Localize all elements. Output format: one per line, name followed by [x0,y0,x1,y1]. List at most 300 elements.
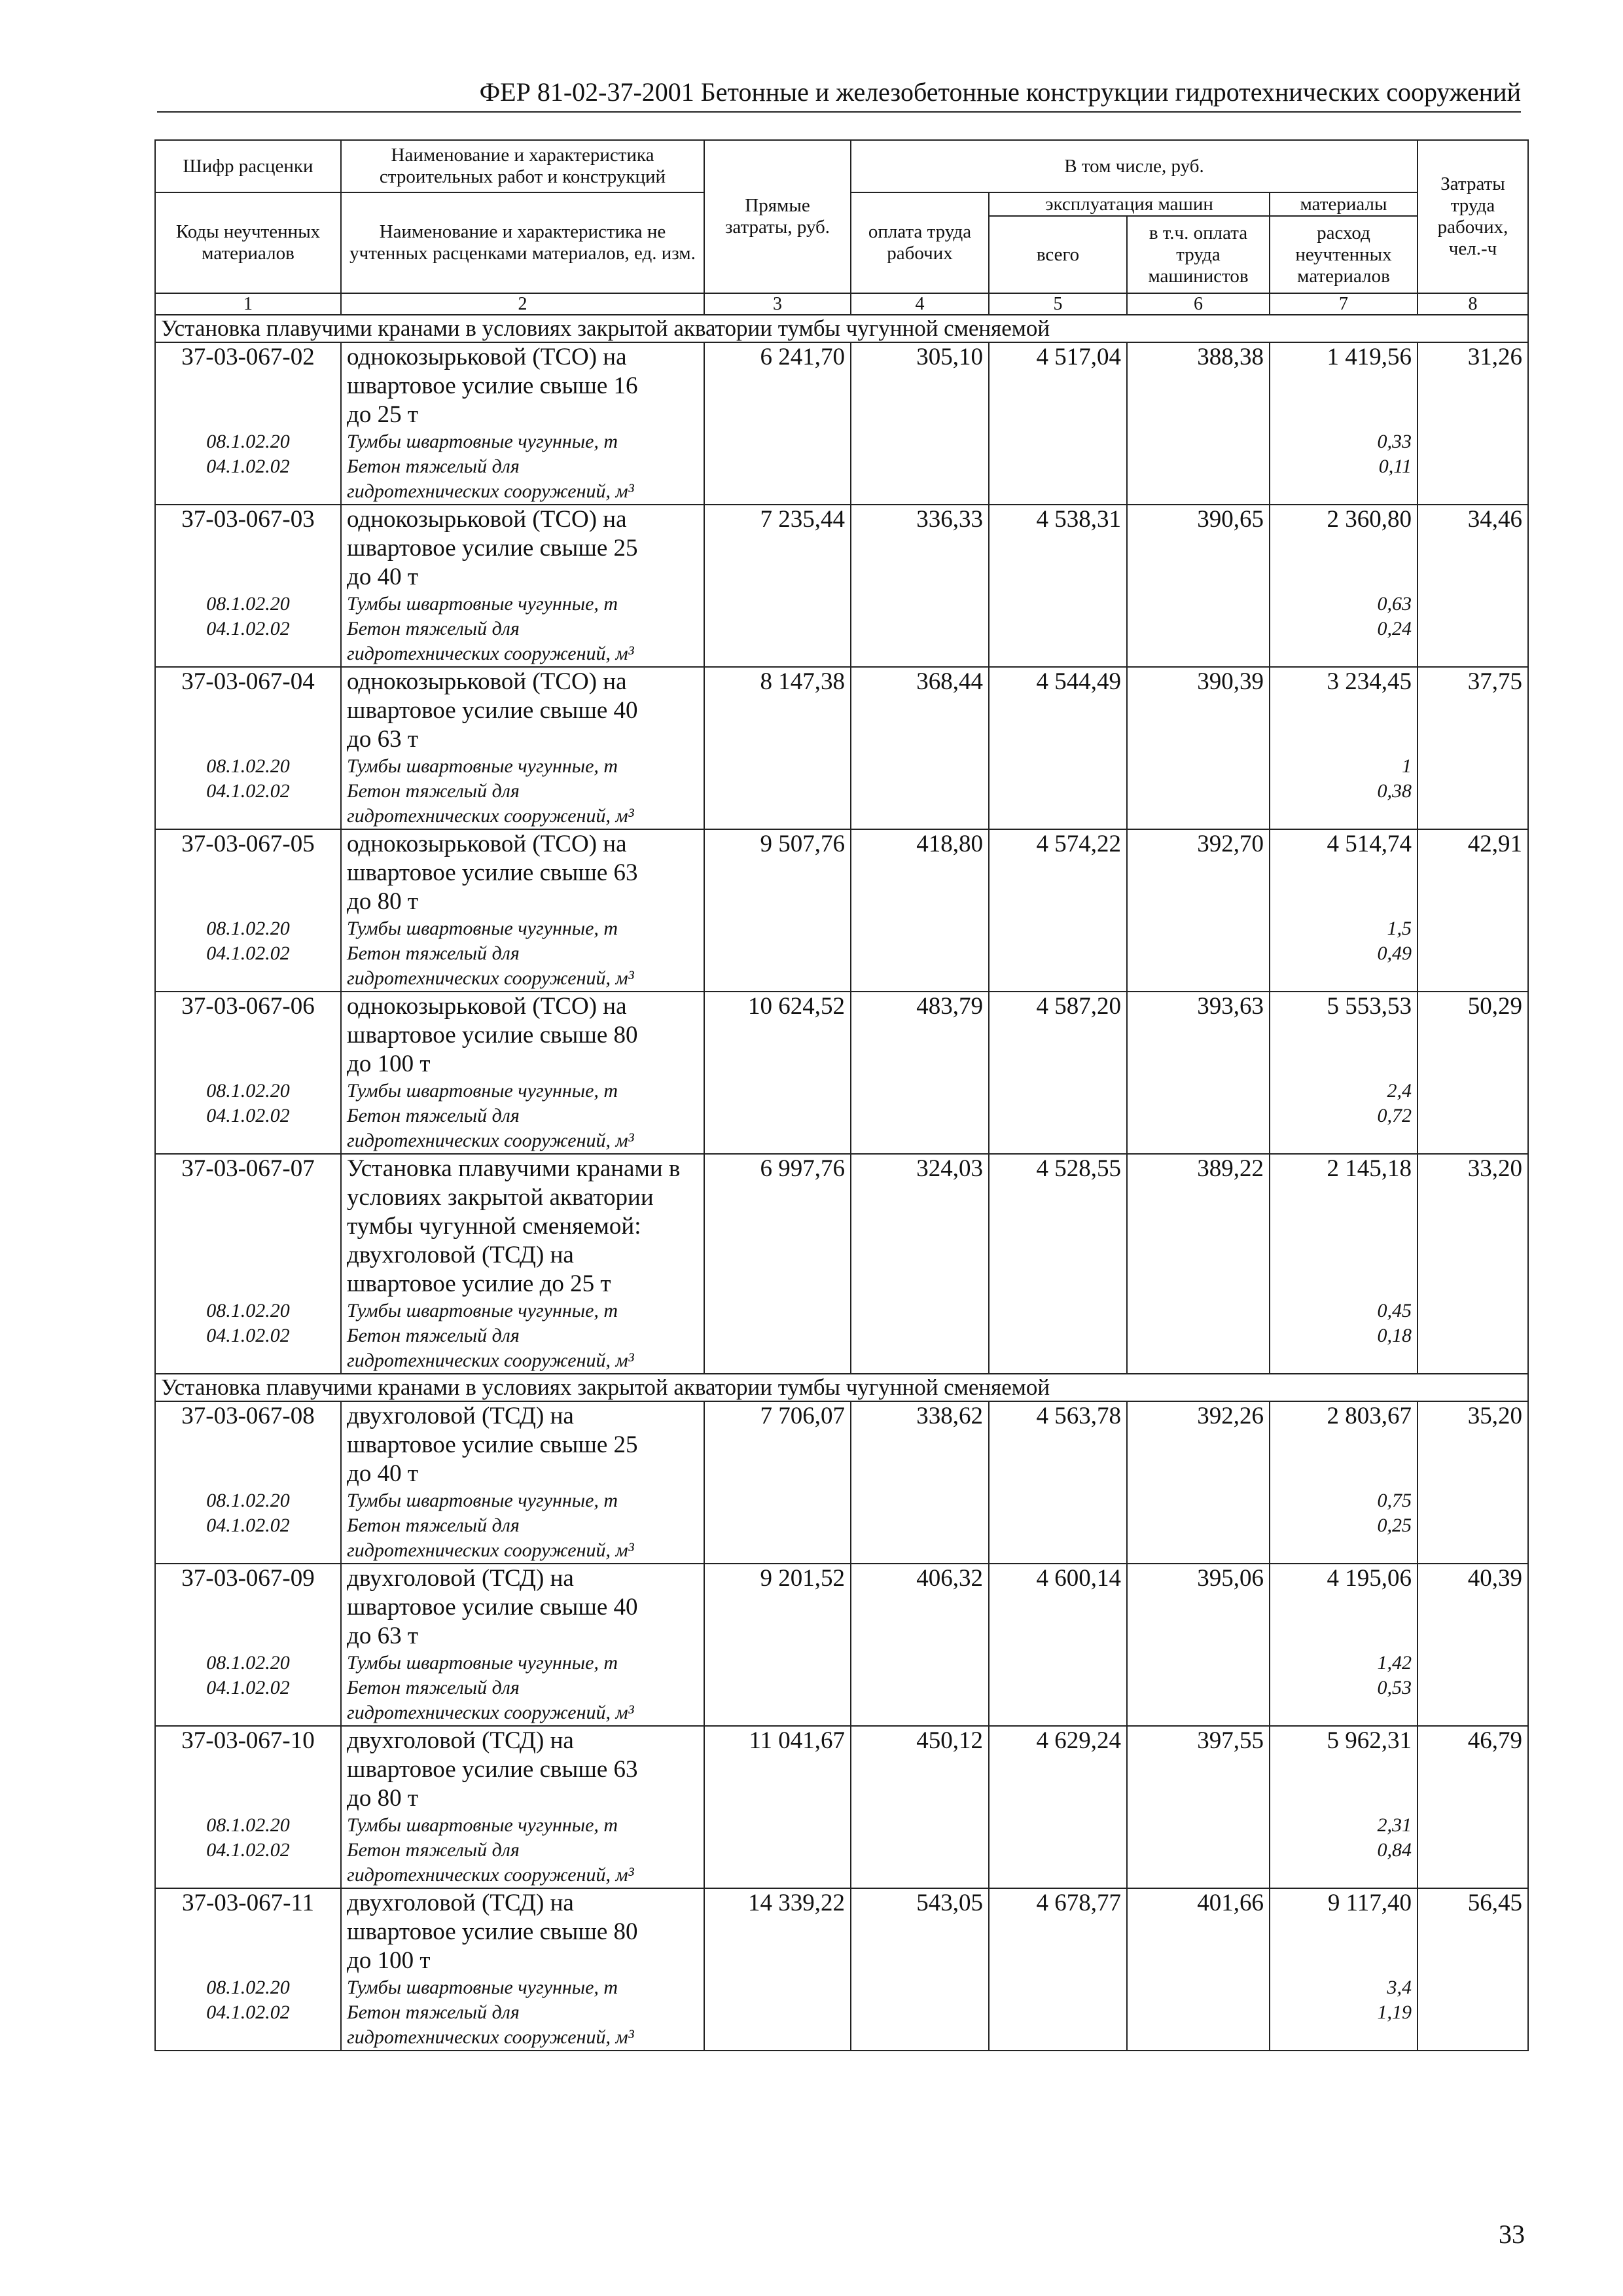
materials-cell [1270,1154,1418,1374]
rate-description-line: двухголовой (ТСД) на [347,1403,574,1429]
material-code: 04.1.02.02 [206,1839,290,1861]
material-quantity [1275,966,1412,991]
spacer [1275,696,1412,725]
spacer [1275,534,1412,563]
rate-description-cell [341,1564,704,1726]
rate-description-line: швартовое усилие свыше 40 [347,1594,638,1621]
material-name: гидротехнических сооружений, м³ [347,1130,634,1151]
rate-row [155,1401,1528,1564]
spacer [1275,1593,1412,1622]
material-code: 04.1.02.02 [206,942,290,964]
column-number: 4 [851,293,989,315]
material-code [161,804,335,829]
rate-code-cell [155,1154,341,1374]
material-quantity [1275,1538,1412,1563]
material-code [161,1863,335,1888]
material-name: Тумбы швартовные чугунные, т [347,1300,618,1321]
spacer [1275,1270,1412,1299]
material-name: Бетон тяжелый для [347,1515,520,1536]
materials-cost: 4 514,74 [1327,831,1412,857]
material-quantity: 0,84 [1377,1839,1412,1861]
spacer [161,1241,335,1270]
direct-cost: 6 997,76 [704,1154,851,1374]
spacer [1275,372,1412,401]
column-number: 7 [1270,293,1418,315]
rate-description-cell [341,992,704,1154]
rate-code: 37-03-067-07 [181,1155,315,1182]
running-header: ФЕР 81-02-37-2001 Бетонные и железобетонные конструкции гидротехнических сооружений [157,73,1521,113]
labor-hours: 34,46 [1418,505,1528,667]
material-name: гидротехнических сооружений, м³ [347,480,634,502]
material-quantity [1275,1863,1412,1888]
machines-total: 4 528,55 [989,1154,1127,1374]
rate-description-cell [341,829,704,992]
material-quantity [1275,641,1412,666]
material-code: 04.1.02.02 [206,1515,290,1536]
material-name: гидротехнических сооружений, м³ [347,643,634,664]
rate-row [155,1154,1528,1374]
spacer [161,1270,335,1299]
rate-row [155,1888,1528,2051]
material-code [161,641,335,666]
machinist-pay: 389,22 [1127,1154,1270,1374]
material-name: Тумбы швартовные чугунные, т [347,1652,618,1674]
rate-row [155,1564,1528,1726]
material-quantity: 0,63 [1377,593,1412,615]
material-code: 08.1.02.20 [206,918,290,939]
labor-pay: 543,05 [851,1888,989,2051]
material-quantity: 1 [1402,755,1412,777]
material-quantity [1275,479,1412,504]
column-number: 3 [704,293,851,315]
material-quantity: 1,5 [1387,918,1412,939]
machines-total: 4 678,77 [989,1888,1127,2051]
material-code: 08.1.02.20 [206,1300,290,1321]
machinist-pay: 395,06 [1127,1564,1270,1726]
rate-description-cell [341,1726,704,1888]
column-number: 2 [341,293,704,315]
materials-cell [1270,1726,1418,1888]
material-name: Бетон тяжелый для [347,618,520,639]
rate-description-line: однокозырьковой (ТСО) на [347,344,627,370]
rate-code: 37-03-067-08 [181,1403,315,1429]
material-name: Тумбы швартовные чугунные, т [347,593,618,615]
labor-pay: 324,03 [851,1154,989,1374]
spacer [161,1212,335,1241]
material-quantity: 1,19 [1377,2001,1412,2023]
labor-hours: 37,75 [1418,667,1528,829]
machinist-pay: 393,63 [1127,992,1270,1154]
machinist-pay: 388,38 [1127,342,1270,505]
rate-description-line: до 100 т [347,1050,431,1077]
rate-description-line: швартовое усилие свыше 25 [347,535,638,562]
labor-pay: 336,33 [851,505,989,667]
material-code: 08.1.02.20 [206,1977,290,1998]
machines-total: 4 538,31 [989,505,1127,667]
material-code [161,1538,335,1563]
material-quantity: 0,45 [1377,1300,1412,1321]
labor-pay: 450,12 [851,1726,989,1888]
rate-description-line: тумбы чугунной сменяемой: [347,1213,641,1240]
rate-code-cell [155,667,341,829]
material-name: Бетон тяжелый для [347,942,520,964]
rate-code: 37-03-067-09 [181,1565,315,1592]
header-including: В том числе, руб. [851,140,1418,192]
rate-description-line: однокозырьковой (ТСО) на [347,831,627,857]
spacer [161,1755,335,1784]
material-code [161,2025,335,2050]
direct-cost: 6 241,70 [704,342,851,505]
material-name: Бетон тяжелый для [347,780,520,802]
material-name: гидротехнических сооружений, м³ [347,2026,634,2048]
header-machinist-pay: в т.ч. оплата труда машинистов [1127,216,1270,293]
rate-description-line: двухголовой (ТСД) на [347,1727,574,1754]
spacer [1275,1050,1412,1079]
material-quantity: 0,38 [1377,780,1412,802]
rate-code-cell [155,1726,341,1888]
rate-description-line: до 100 т [347,1947,431,1974]
material-quantity: 3,4 [1387,1977,1412,1998]
page-number: 33 [1499,2219,1525,2249]
rate-description-line: до 63 т [347,726,418,753]
rate-code: 37-03-067-04 [181,668,315,695]
rate-description-line: швартовое усилие свыше 63 [347,1756,638,1783]
rate-code-cell [155,1401,341,1564]
spacer [161,1050,335,1079]
labor-pay: 368,44 [851,667,989,829]
material-name: гидротехнических сооружений, м³ [347,1702,634,1723]
section-title-row [155,1374,1528,1401]
rate-code: 37-03-067-03 [181,506,315,533]
spacer [161,401,335,429]
rate-description-cell [341,505,704,667]
rate-row [155,667,1528,829]
material-quantity [1275,804,1412,829]
spacer [1275,888,1412,916]
rate-code: 37-03-067-10 [181,1727,315,1754]
material-quantity: 2,31 [1377,1814,1412,1836]
material-name: гидротехнических сооружений, м³ [347,967,634,989]
direct-cost: 14 339,22 [704,1888,851,2051]
spacer [1275,1918,1412,1946]
spacer [1275,1460,1412,1488]
material-name: гидротехнических сооружений, м³ [347,1539,634,1561]
machinist-pay: 390,65 [1127,505,1270,667]
material-quantity: 0,53 [1377,1677,1412,1698]
labor-hours: 35,20 [1418,1401,1528,1564]
rate-description-line: швартовое усилие до 25 т [347,1270,611,1297]
spacer [1275,1622,1412,1651]
spacer [161,563,335,592]
labor-pay: 338,62 [851,1401,989,1564]
column-number-row [155,293,1528,315]
rate-description-cell [341,667,704,829]
spacer [1275,725,1412,754]
header-machines: эксплуатация машин [989,192,1270,216]
direct-cost: 11 041,67 [704,1726,851,1888]
material-name: Тумбы швартовные чугунные, т [347,1080,618,1102]
material-name: Тумбы швартовные чугунные, т [347,1977,618,1998]
material-code: 04.1.02.02 [206,1677,290,1698]
column-number: 1 [155,293,341,315]
material-quantity [1275,1128,1412,1153]
machinist-pay: 392,26 [1127,1401,1270,1564]
materials-cost: 5 553,53 [1327,993,1412,1020]
spacer [1275,1183,1412,1212]
material-code: 08.1.02.20 [206,1814,290,1836]
rate-row [155,1726,1528,1888]
rate-code-cell [155,342,341,505]
machines-total: 4 563,78 [989,1401,1127,1564]
rate-description-line: однокозырьковой (ТСО) на [347,993,627,1020]
rate-description-line: до 80 т [347,1785,418,1812]
rate-description-line: однокозырьковой (ТСО) на [347,506,627,533]
rate-code-cell [155,829,341,992]
header-labor-pay: оплата труда рабочих [851,192,989,293]
machinist-pay: 390,39 [1127,667,1270,829]
materials-cost: 9 117,40 [1327,1890,1412,1916]
spacer [161,859,335,888]
spacer [161,372,335,401]
spacer [1275,1212,1412,1241]
rate-code-cell [155,505,341,667]
labor-hours: 46,79 [1418,1726,1528,1888]
rate-description-line: условиях закрытой акватории [347,1184,654,1211]
spacer [161,1784,335,1813]
machinist-pay: 397,55 [1127,1726,1270,1888]
spacer [1275,563,1412,592]
materials-cost: 5 962,31 [1327,1727,1412,1754]
rate-description-line: двухголовой (ТСД) на [347,1242,574,1268]
material-name: Бетон тяжелый для [347,2001,520,2023]
material-quantity: 0,72 [1377,1105,1412,1126]
material-name: Тумбы швартовные чугунные, т [347,918,618,939]
labor-pay: 483,79 [851,992,989,1154]
spacer [161,1918,335,1946]
material-code [161,1348,335,1373]
material-code: 08.1.02.20 [206,1490,290,1511]
rate-description-line: до 40 т [347,564,418,590]
machines-total: 4 544,49 [989,667,1127,829]
material-code: 04.1.02.02 [206,2001,290,2023]
column-number: 8 [1418,293,1528,315]
spacer [1275,401,1412,429]
spacer [161,1183,335,1212]
rate-code-cell [155,1564,341,1726]
rate-description-line: двухголовой (ТСД) на [347,1890,574,1916]
header-code: Шифр расценки [155,140,341,192]
material-quantity: 0,49 [1377,942,1412,964]
spacer [161,696,335,725]
spacer [161,1946,335,1975]
machines-total: 4 600,14 [989,1564,1127,1726]
machines-total: 4 517,04 [989,342,1127,505]
spacer [161,1460,335,1488]
material-quantity: 0,25 [1377,1515,1412,1536]
header-labor: Затраты труда рабочих, чел.-ч [1418,140,1528,293]
material-name: Тумбы швартовные чугунные, т [347,755,618,777]
material-name: Бетон тяжелый для [347,1677,520,1698]
rate-description-line: до 80 т [347,888,418,915]
materials-cost: 3 234,45 [1327,668,1412,695]
labor-pay: 305,10 [851,342,989,505]
labor-pay: 418,80 [851,829,989,992]
material-name: Бетон тяжелый для [347,1105,520,1126]
material-code [161,1128,335,1153]
material-quantity [1275,2025,1412,2050]
rate-description-cell [341,342,704,505]
direct-cost: 9 201,52 [704,1564,851,1726]
section-title: Установка плавучими кранами в условиях закрытой акватории тумбы чугунной сменяемой [155,315,1528,342]
material-code: 04.1.02.02 [206,1325,290,1346]
rates-table [154,139,1529,2051]
spacer [1275,1431,1412,1460]
rate-code: 37-03-067-06 [181,993,315,1020]
rate-code-cell [155,1888,341,2051]
rate-row [155,992,1528,1154]
material-quantity: 0,24 [1377,618,1412,639]
machinist-pay: 392,70 [1127,829,1270,992]
spacer [1275,1784,1412,1813]
labor-hours: 50,29 [1418,992,1528,1154]
materials-cell [1270,992,1418,1154]
material-name: гидротехнических сооружений, м³ [347,1350,634,1371]
spacer [1275,1755,1412,1784]
spacer [161,1622,335,1651]
spacer [161,1021,335,1050]
material-quantity: 1,42 [1377,1652,1412,1674]
material-code: 04.1.02.02 [206,780,290,802]
column-number: 5 [989,293,1127,315]
materials-cell [1270,342,1418,505]
material-name: гидротехнических сооружений, м³ [347,1864,634,1886]
rate-code-cell [155,992,341,1154]
materials-cost: 2 145,18 [1327,1155,1412,1182]
labor-hours: 42,91 [1418,829,1528,992]
material-code [161,1700,335,1725]
material-name: Тумбы швартовные чугунные, т [347,1814,618,1836]
material-quantity: 0,11 [1378,456,1412,477]
labor-pay: 406,32 [851,1564,989,1726]
material-name: гидротехнических сооружений, м³ [347,805,634,827]
rate-description-line: до 63 т [347,1623,418,1649]
rate-code: 37-03-067-05 [181,831,315,857]
materials-cell [1270,1401,1418,1564]
rate-description-line: швартовое усилие свыше 80 [347,1918,638,1945]
direct-cost: 7 706,07 [704,1401,851,1564]
materials-cell [1270,1564,1418,1726]
material-quantity: 0,33 [1377,431,1412,452]
rate-description-cell [341,1401,704,1564]
rate-description-line: швартовое усилие свыше 80 [347,1022,638,1049]
rate-code: 37-03-067-11 [181,1890,315,1916]
material-name: Тумбы швартовные чугунные, т [347,1490,618,1511]
materials-cell [1270,505,1418,667]
labor-hours: 56,45 [1418,1888,1528,2051]
rate-row [155,505,1528,667]
materials-cost: 4 195,06 [1327,1565,1412,1592]
material-name: Бетон тяжелый для [347,1325,520,1346]
rate-description-line: швартовое усилие свыше 25 [347,1431,638,1458]
spacer [1275,1021,1412,1050]
rate-description-line: швартовое усилие свыше 63 [347,859,638,886]
materials-cell [1270,829,1418,992]
header-direct: Прямые затраты, руб. [704,140,851,293]
header-unaccounted-names: Наименование и характеристика не учтенных расценками материалов, ед. изм. [341,192,704,293]
material-name: Тумбы швартовные чугунные, т [347,431,618,452]
rate-description-line: швартовое усилие свыше 40 [347,697,638,724]
labor-hours: 40,39 [1418,1564,1528,1726]
spacer [161,888,335,916]
machines-total: 4 587,20 [989,992,1127,1154]
header-unaccounted-codes: Коды неучтенных материалов [155,192,341,293]
labor-hours: 33,20 [1418,1154,1528,1374]
column-number: 6 [1127,293,1270,315]
material-quantity: 0,75 [1377,1490,1412,1511]
spacer [161,534,335,563]
rate-description-line: двухголовой (ТСД) на [347,1565,574,1592]
materials-cost: 2 360,80 [1327,506,1412,533]
spacer [1275,859,1412,888]
material-quantity: 0,18 [1377,1325,1412,1346]
spacer [1275,1241,1412,1270]
machinist-pay: 401,66 [1127,1888,1270,2051]
machines-total: 4 574,22 [989,829,1127,992]
header-materials-use: расход неучтенных материалов [1270,216,1418,293]
material-name: Бетон тяжелый для [347,456,520,477]
rate-description-cell [341,1154,704,1374]
material-code: 08.1.02.20 [206,1652,290,1674]
spacer [161,725,335,754]
material-code: 04.1.02.02 [206,456,290,477]
materials-cell [1270,1888,1418,2051]
rate-description-line: до 40 т [347,1460,418,1487]
material-quantity [1275,1700,1412,1725]
header-name: Наименование и характеристика строительных работ и конструкций [341,140,704,192]
rate-description-line: однокозырьковой (ТСО) на [347,668,627,695]
material-name: Бетон тяжелый для [347,1839,520,1861]
material-code: 08.1.02.20 [206,755,290,777]
materials-cost: 1 419,56 [1327,344,1412,370]
rate-row [155,829,1528,992]
machines-total: 4 629,24 [989,1726,1127,1888]
material-code: 04.1.02.02 [206,1105,290,1126]
material-quantity [1275,1348,1412,1373]
rate-description-line: Установка плавучими кранами в [347,1155,681,1182]
labor-hours: 31,26 [1418,342,1528,505]
spacer [161,1431,335,1460]
direct-cost: 8 147,38 [704,667,851,829]
material-code: 04.1.02.02 [206,618,290,639]
materials-cost: 2 803,67 [1327,1403,1412,1429]
spacer [161,1593,335,1622]
section-title-row [155,315,1528,342]
direct-cost: 9 507,76 [704,829,851,992]
rate-row [155,342,1528,505]
header-materials: материалы [1270,192,1418,216]
rate-code: 37-03-067-02 [181,344,315,370]
direct-cost: 10 624,52 [704,992,851,1154]
material-code [161,479,335,504]
direct-cost: 7 235,44 [704,505,851,667]
spacer [1275,1946,1412,1975]
section-title: Установка плавучими кранами в условиях закрытой акватории тумбы чугунной сменяемой [155,1374,1528,1401]
material-code: 08.1.02.20 [206,1080,290,1102]
material-quantity: 2,4 [1387,1080,1412,1102]
material-code: 08.1.02.20 [206,431,290,452]
material-code [161,966,335,991]
rate-description-cell [341,1888,704,2051]
